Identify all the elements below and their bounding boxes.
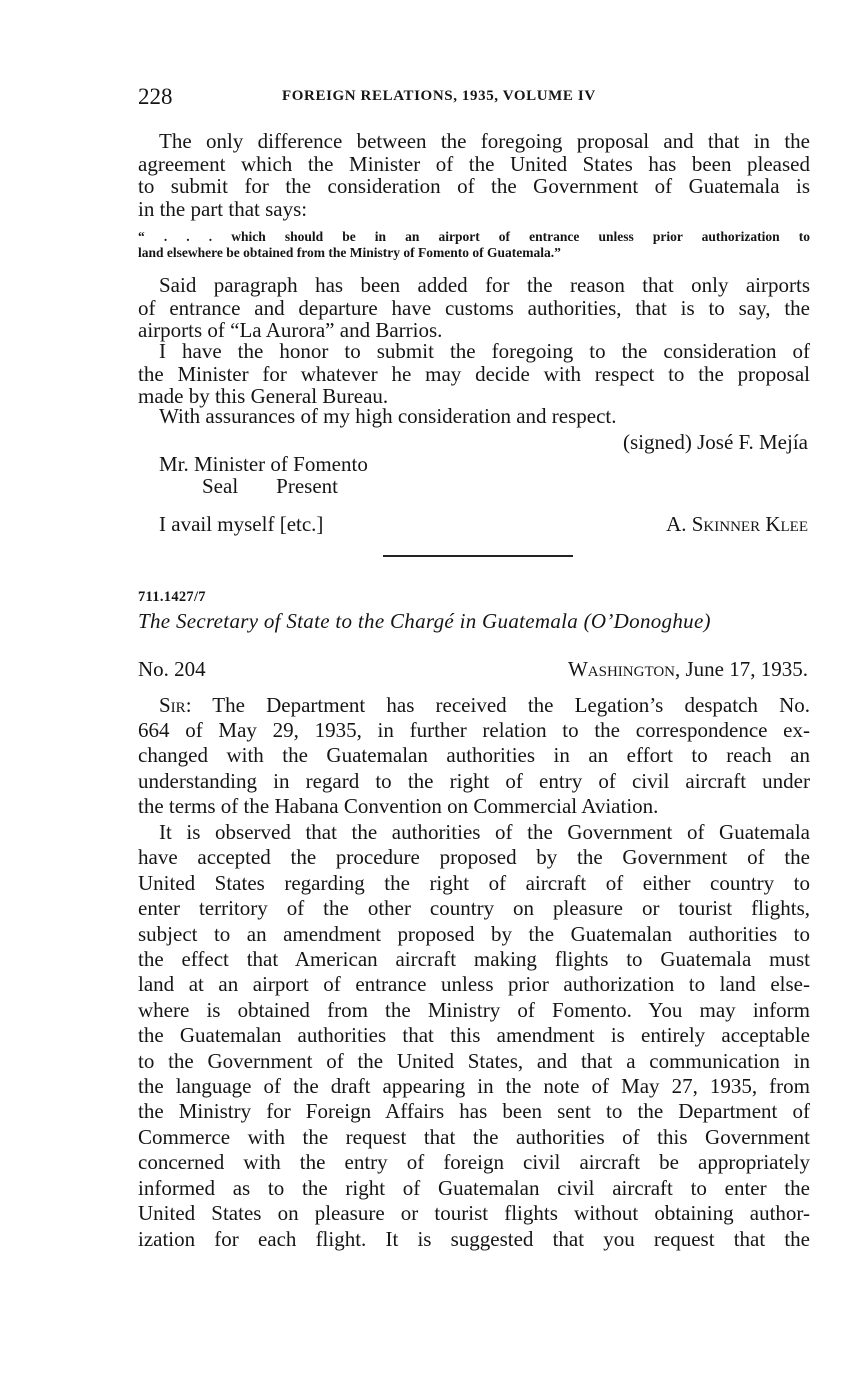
signature-line: (signed) José F. Mejía (623, 430, 808, 454)
addressee-line: Mr. Minister of Fomento (159, 452, 368, 476)
text-line: of entrance and departure have customs authorities, that is to say, the (138, 295, 810, 320)
text-line: enter territory of the other country on pleasure or tourist flights, (138, 896, 810, 921)
text-line: in the part that says: (138, 196, 308, 221)
file-number: 711.1427/7 (138, 589, 206, 605)
text-line: airports of “La Aurora” and Barrios. (138, 318, 443, 342)
intro-paragraph (138, 130, 810, 220)
text-line: Commerce with the request that the authorities of this Government (138, 1124, 810, 1149)
signer-initial: A. (666, 512, 692, 536)
text-line: where is obtained from the Ministry of Fomento. You may inform (138, 997, 810, 1022)
text-line: the Guatemalan authorities that this amendment is entirely acceptable (138, 1023, 810, 1048)
text-line: United States regarding the right of aircraft of either country to (138, 870, 810, 895)
text-line: agreement which the Minister of the United States has been pleased (138, 151, 810, 176)
seal-present-line (202, 474, 338, 499)
text-line: It is observed that the authorities of the Government of Guatemala (159, 820, 810, 844)
text-line: 664 of May 29, 1935, in further relation to the correspondence ex- (138, 718, 810, 743)
text-line: the terms of the Habana Convention on Commercial Aviation. (138, 793, 659, 818)
text-line: concerned with the entry of foreign civil aircraft be appropriately (138, 1150, 810, 1175)
honor-paragraph (138, 340, 810, 408)
section-divider (383, 555, 573, 557)
page-number: 228 (138, 84, 173, 109)
closing-avail: I avail myself [etc.] (159, 512, 324, 536)
text-line: understanding in regard to the right of entry of civil aircraft under (138, 768, 810, 793)
text-line: United States on pleasure or tourist flights without obtaining author- (138, 1201, 810, 1226)
dateline (568, 657, 808, 682)
letter-paragraph-1 (138, 693, 810, 819)
text-line: land at an airport of entrance unless prior authorization to land else- (138, 972, 810, 997)
text-line: The only difference between the foregoing proposal and that in the (159, 129, 810, 153)
signer-last-name: Klee (765, 512, 808, 536)
dateline-place: Washington (567, 657, 675, 681)
text-line: “ . . . which should be in an airport of entrance unless prior authorization to (138, 229, 810, 244)
text-line: have accepted the procedure proposed by the Government of the (138, 845, 810, 870)
text-line: to submit for the consideration of the Government of Guatemala is (138, 174, 810, 198)
assurances-line (138, 405, 810, 428)
text-line: changed with the Guatemalan authorities in an effort to reach an (138, 743, 810, 768)
text-line: subject to an amendment proposed by the Guatemalan authorities to (138, 921, 810, 946)
quoted-clause (138, 229, 810, 261)
text-line: land elsewhere be obtained from the Ministry of Fomento of Guatemala.” (138, 245, 561, 260)
closing-signer (666, 512, 808, 537)
text-line: the effect that American aircraft making flights to Guatemala must (138, 947, 810, 972)
text-line: ization for each flight. It is suggested that you request that the (138, 1226, 810, 1251)
text-line: the Minister for whatever he may decide with respect to the proposal (138, 361, 810, 386)
salutation: Sir (159, 693, 186, 717)
dateline-date: , June 17, 1935. (675, 657, 808, 681)
seal-text: Seal (202, 474, 239, 498)
document-title: The Secretary of State to the Chargé in Guatemala (O’Donoghue) (138, 609, 711, 633)
text-line: With assurances of my high consideration and respect. (159, 404, 617, 428)
text-line: the language of the draft appearing in the note of May 27, 1935, from (138, 1074, 810, 1099)
text-line: I have the honor to submit the foregoing to the consideration of (159, 339, 810, 363)
text-line: the Ministry for Foreign Affairs has been sent to the Department of (138, 1099, 810, 1124)
signer-first-name: Skinner (691, 512, 761, 536)
text-line (138, 693, 810, 718)
said-paragraph (138, 274, 810, 342)
text-span: : The Department has received the Legation’s despatch No. (185, 693, 810, 717)
text-line: made by this General Bureau. (138, 384, 389, 408)
text-line: to the Government of the United States, and that a communication in (138, 1048, 810, 1073)
letter-paragraph-2 (138, 820, 810, 1252)
document-number: No. 204 (138, 657, 206, 681)
running-title: FOREIGN RELATIONS, 1935, VOLUME IV (282, 88, 596, 104)
text-line: informed as to the right of Guatemalan civil aircraft to enter the (138, 1175, 810, 1200)
present-text: Present (276, 474, 338, 498)
text-line: Said paragraph has been added for the reason that only airports (159, 273, 810, 297)
